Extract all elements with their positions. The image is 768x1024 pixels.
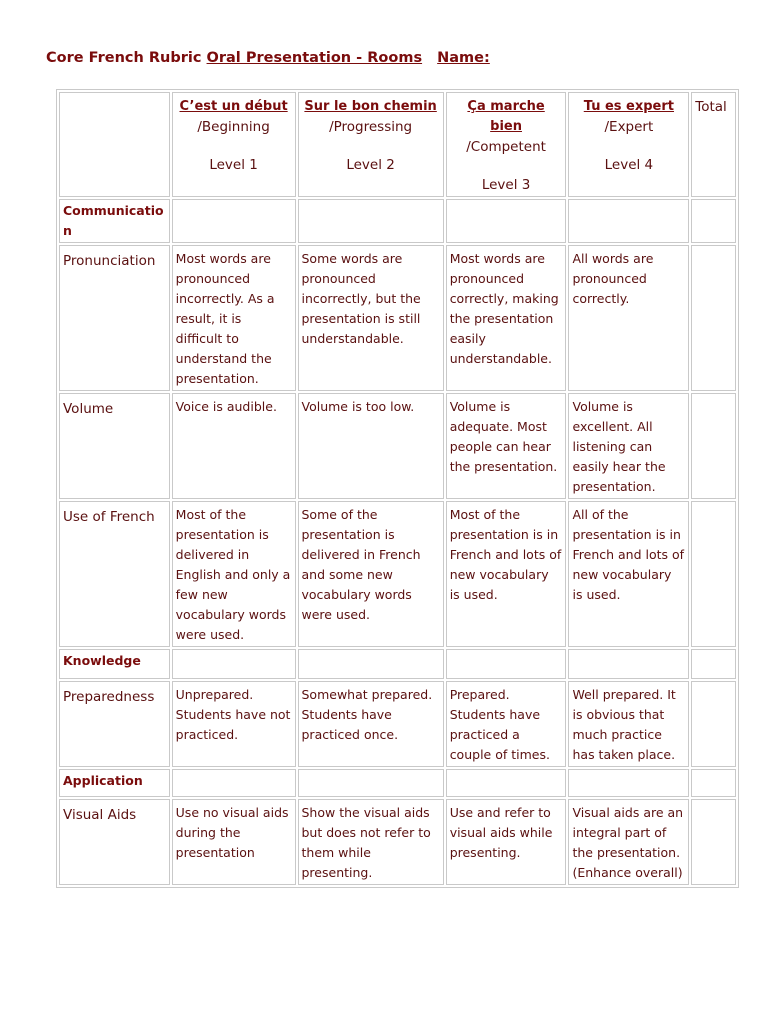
- level-4-french: Tu es expert: [583, 99, 675, 114]
- cell-use-of-french-level-3: Most of the presentation is in French and lots of new vocabulary is used.: [446, 501, 567, 647]
- empty-cell: [298, 649, 444, 679]
- level-1-french: C’est un début: [179, 99, 288, 114]
- criterion-pronunciation: Pronunciation: [59, 245, 170, 391]
- level-1-english: /Beginning: [197, 119, 270, 135]
- header-row: [59, 92, 736, 197]
- criterion-preparedness: Preparedness: [59, 681, 170, 767]
- criterion-visual-aids: Visual Aids: [59, 799, 170, 885]
- empty-cell: [172, 769, 296, 797]
- cell-pronunciation-level-4: All words are pronounced correctly.: [568, 245, 689, 391]
- header-level-1: [172, 92, 296, 197]
- title-name-label: Name:: [437, 50, 490, 66]
- cell-use-of-french-level-4: All of the presentation is in French and lots of new vocabulary is used.: [568, 501, 689, 647]
- cell-visual-aids-level-3: Use and refer to visual aids while presenting.: [446, 799, 567, 885]
- level-4-english: /Expert: [604, 119, 654, 135]
- empty-cell: [568, 199, 689, 243]
- page-title: [46, 50, 490, 66]
- level-3-label: Level 3: [481, 177, 531, 193]
- cell-use-of-french-total: [691, 501, 736, 647]
- header-total: Total: [691, 92, 736, 197]
- header-empty-cell: [59, 92, 170, 197]
- empty-cell: [568, 649, 689, 679]
- level-2-label: Level 2: [346, 157, 395, 173]
- rubric-table: [56, 89, 739, 888]
- level-2-french: Sur le bon chemin: [304, 99, 437, 114]
- empty-cell: [446, 649, 567, 679]
- cell-volume-level-4: Volume is excellent. All listening can easily hear the presentation.: [568, 393, 689, 499]
- header-level-4: [568, 92, 689, 197]
- level-1-label: Level 1: [209, 157, 258, 173]
- header-level-2: [298, 92, 444, 197]
- table-row-use-of-french: [59, 501, 736, 647]
- cell-preparedness-level-2: Somewhat prepared. Students have practiced once.: [298, 681, 444, 767]
- empty-cell: [446, 769, 567, 797]
- level-3-french: Ça marche bien: [467, 99, 545, 134]
- section-row-communication: [59, 199, 736, 243]
- empty-cell: [691, 649, 736, 679]
- section-label-application: Application: [59, 769, 170, 797]
- table-row-preparedness: [59, 681, 736, 767]
- cell-use-of-french-level-2: Some of the presentation is delivered in French and some new vocabulary words were used.: [298, 501, 444, 647]
- table-row-visual-aids: [59, 799, 736, 885]
- section-row-application: [59, 769, 736, 797]
- empty-cell: [298, 199, 444, 243]
- criterion-volume: Volume: [59, 393, 170, 499]
- title-rubric: Core French Rubric: [46, 50, 202, 66]
- cell-pronunciation-level-3: Most words are pronounced correctly, making the presentation easily understandable.: [446, 245, 567, 391]
- level-2-english: /Progressing: [329, 119, 413, 135]
- cell-volume-level-3: Volume is adequate. Most people can hear the presentation.: [446, 393, 567, 499]
- cell-visual-aids-level-2: Show the visual aids but does not refer to them while presenting.: [298, 799, 444, 885]
- criterion-use-of-french: Use of French: [59, 501, 170, 647]
- cell-visual-aids-level-1: Use no visual aids during the presentation: [172, 799, 296, 885]
- cell-volume-total: [691, 393, 736, 499]
- empty-cell: [568, 769, 689, 797]
- cell-visual-aids-level-4: Visual aids are an integral part of the presentation. (Enhance overall): [568, 799, 689, 885]
- cell-preparedness-total: [691, 681, 736, 767]
- cell-volume-level-1: Voice is audible.: [172, 393, 296, 499]
- cell-pronunciation-total: [691, 245, 736, 391]
- cell-pronunciation-level-1: Most words are pronounced incorrectly. As a result, it is difficult to understand the presentation.: [172, 245, 296, 391]
- level-3-english: /Competent: [466, 139, 546, 155]
- cell-volume-level-2: Volume is too low.: [298, 393, 444, 499]
- header-level-3: [446, 92, 567, 197]
- empty-cell: [172, 649, 296, 679]
- table-row-pronunciation: [59, 245, 736, 391]
- empty-cell: [691, 199, 736, 243]
- cell-visual-aids-total: [691, 799, 736, 885]
- section-row-knowledge: [59, 649, 736, 679]
- cell-preparedness-level-3: Prepared. Students have practiced a couple of times.: [446, 681, 567, 767]
- section-label-communication: Communication: [59, 199, 170, 243]
- cell-use-of-french-level-1: Most of the presentation is delivered in English and only a few new vocabulary words were used.: [172, 501, 296, 647]
- cell-preparedness-level-4: Well prepared. It is obvious that much practice has taken place.: [568, 681, 689, 767]
- empty-cell: [298, 769, 444, 797]
- cell-pronunciation-level-2: Some words are pronounced incorrectly, but the presentation is still understandable.: [298, 245, 444, 391]
- cell-preparedness-level-1: Unprepared. Students have not practiced.: [172, 681, 296, 767]
- table-row-volume: [59, 393, 736, 499]
- level-4-label: Level 4: [604, 157, 654, 173]
- empty-cell: [172, 199, 296, 243]
- empty-cell: [446, 199, 567, 243]
- empty-cell: [691, 769, 736, 797]
- title-assignment: Oral Presentation - Rooms: [206, 50, 423, 66]
- section-label-knowledge: Knowledge: [59, 649, 170, 679]
